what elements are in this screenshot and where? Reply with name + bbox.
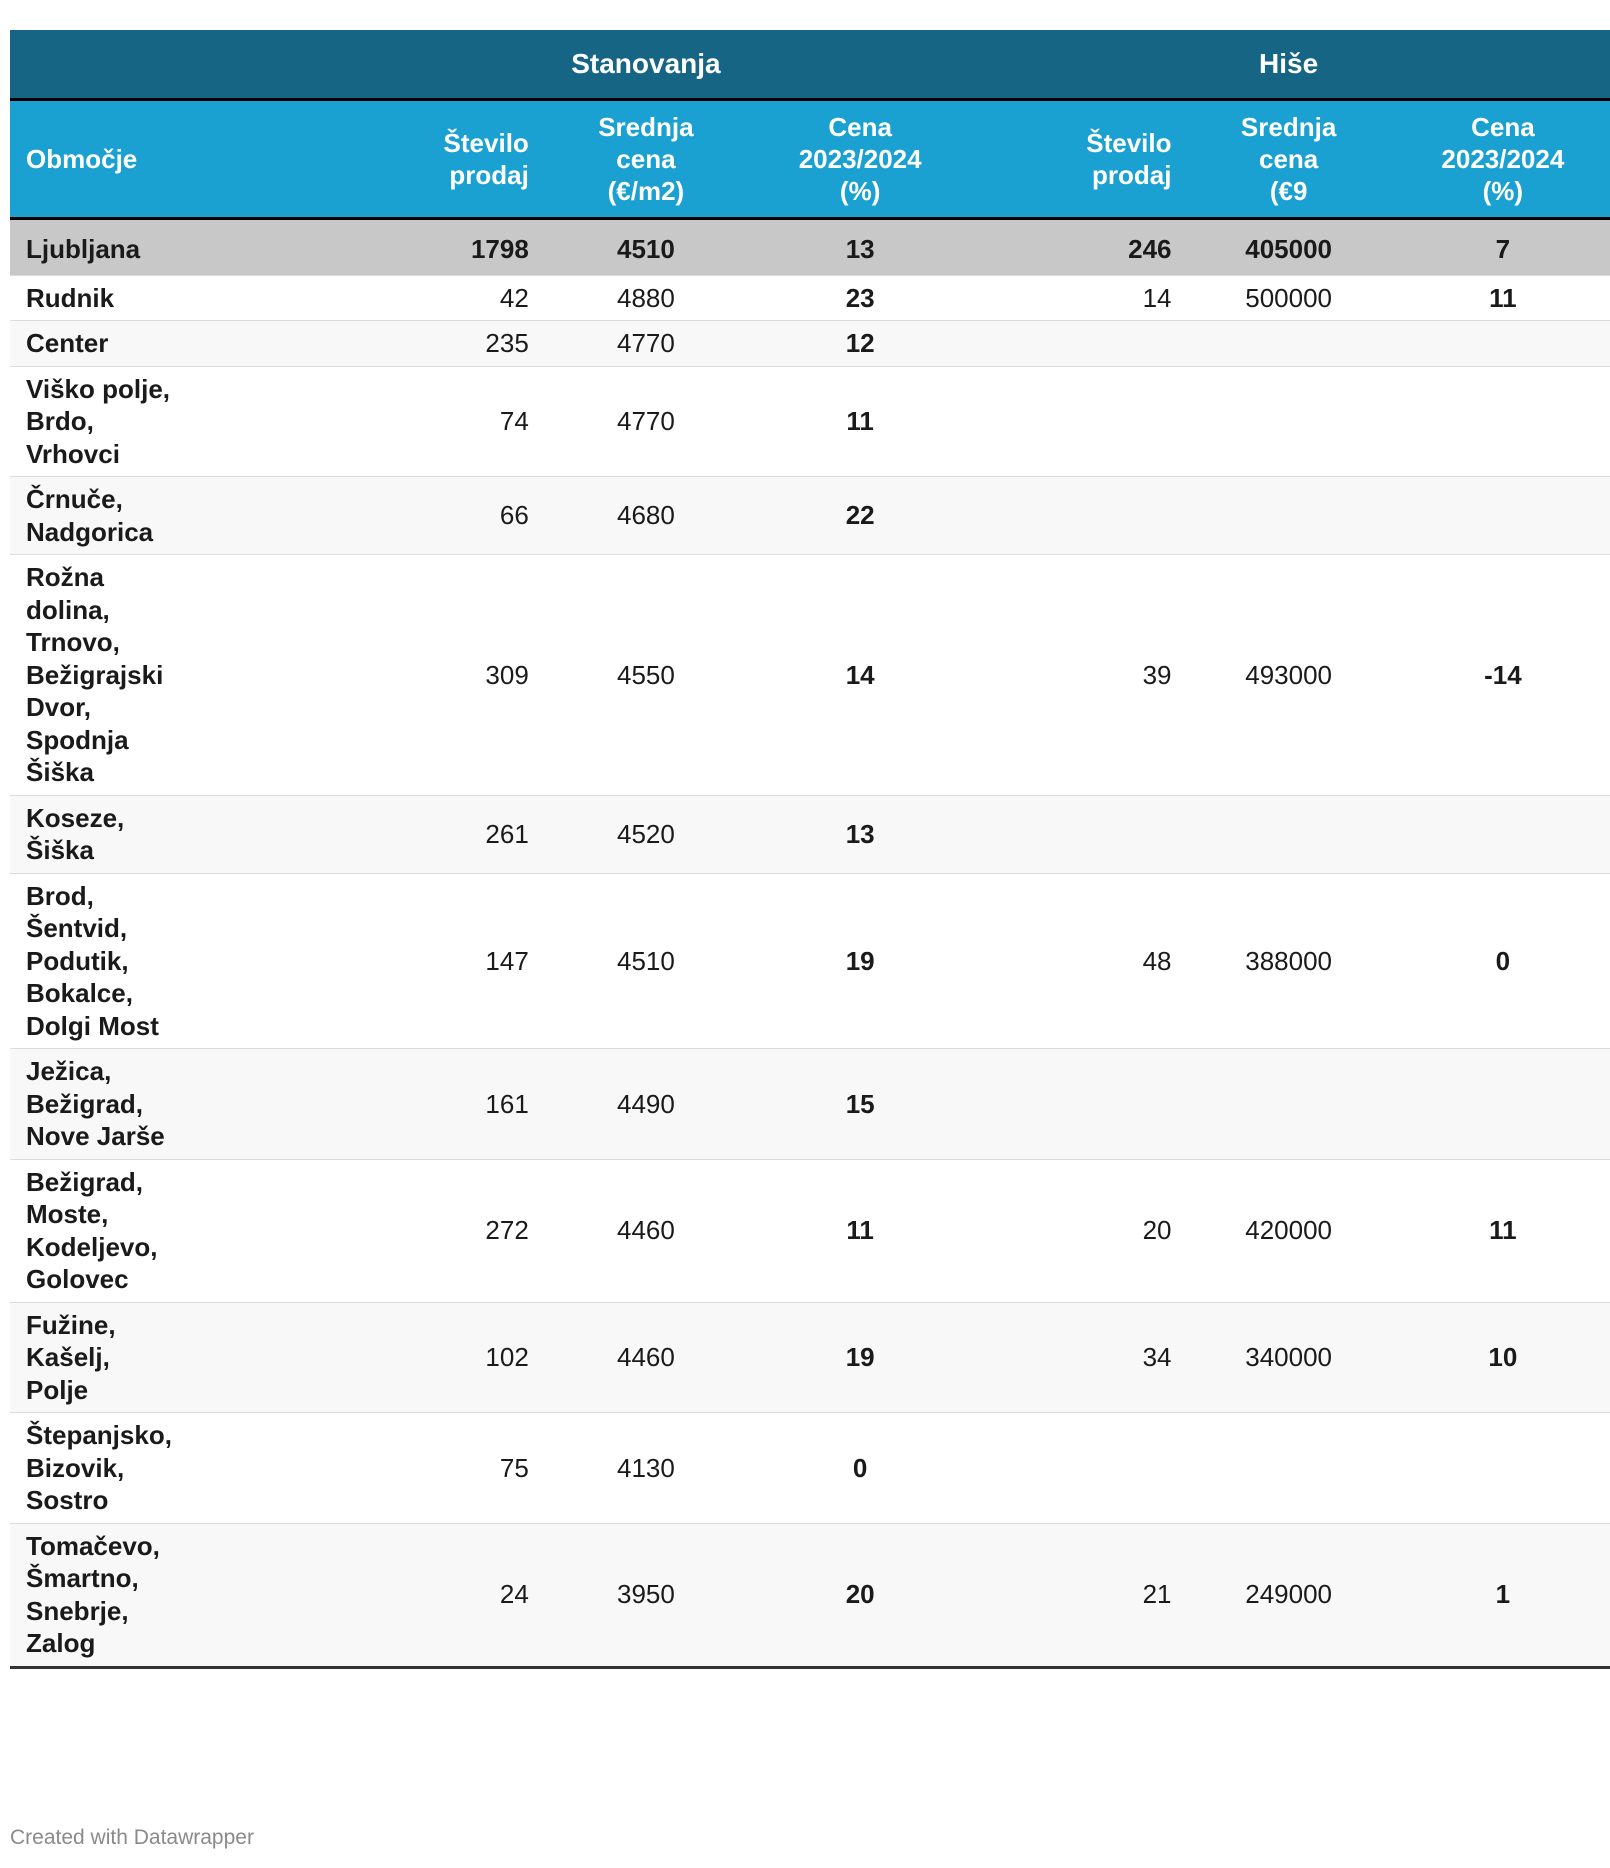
table-row bbox=[10, 1413, 1610, 1524]
table-viewport[interactable] bbox=[10, 30, 1565, 1790]
cell-s_cnt: 102 bbox=[325, 1302, 539, 1413]
cell-area bbox=[10, 477, 325, 555]
cell-s_avg: 4510 bbox=[539, 873, 753, 1049]
cell-area-line: Vrhovci bbox=[26, 438, 120, 469]
group-header-stanovanja: Stanovanja bbox=[325, 30, 968, 99]
cell-s_cnt: 66 bbox=[325, 477, 539, 555]
column-header-line: (%) bbox=[839, 175, 881, 206]
table-row bbox=[10, 795, 1610, 873]
cell-area-line: Šiška bbox=[26, 757, 94, 787]
cell-h_cnt bbox=[967, 477, 1181, 555]
cell-h_avg: 405000 bbox=[1182, 218, 1396, 275]
cell-s_chg: 0 bbox=[753, 1413, 967, 1524]
cell-h_avg: 500000 bbox=[1182, 275, 1396, 321]
cell-s_chg: 14 bbox=[753, 555, 967, 796]
cell-s_avg: 4520 bbox=[539, 795, 753, 873]
cell-h_chg: 11 bbox=[1396, 1159, 1610, 1302]
cell-h_avg: 420000 bbox=[1182, 1159, 1396, 1302]
cell-s_chg: 11 bbox=[753, 1159, 967, 1302]
cell-s_chg: 13 bbox=[753, 218, 967, 275]
column-header-line: 2023/2024 bbox=[798, 143, 922, 174]
cell-s_avg: 4460 bbox=[539, 1302, 753, 1413]
cell-h_avg: 340000 bbox=[1182, 1302, 1396, 1413]
cell-s_chg: 22 bbox=[753, 477, 967, 555]
cell-area-line: Nove Jarše bbox=[26, 1121, 165, 1151]
column-header-row bbox=[10, 99, 1610, 218]
table-row bbox=[10, 321, 1610, 367]
cell-area-line: Trnovo, bbox=[26, 627, 120, 657]
cell-s_avg: 4770 bbox=[539, 321, 753, 367]
cell-s_cnt: 161 bbox=[325, 1049, 539, 1160]
table-row bbox=[10, 477, 1610, 555]
cell-area-line: Brod, bbox=[26, 880, 94, 911]
cell-s_chg: 15 bbox=[753, 1049, 967, 1160]
cell-s_avg: 4550 bbox=[539, 555, 753, 796]
cell-h_cnt: 34 bbox=[967, 1302, 1181, 1413]
cell-area-line: Dvor, bbox=[26, 692, 92, 722]
column-header-line: Cena bbox=[828, 111, 892, 142]
column-header-line: Število bbox=[1086, 127, 1172, 158]
cell-area-line: Bizovik, bbox=[26, 1452, 125, 1483]
cell-h_avg: 249000 bbox=[1182, 1523, 1396, 1667]
cell-s_avg: 4880 bbox=[539, 275, 753, 321]
cell-area-line: Center bbox=[26, 328, 109, 358]
column-header-line: 2023/2024 bbox=[1441, 143, 1565, 174]
cell-area-line: Brdo, bbox=[26, 406, 94, 436]
cell-area-line: Bokalce, bbox=[26, 978, 133, 1008]
cell-s_avg: 4510 bbox=[539, 218, 753, 275]
cell-area-line: Tomačevo, bbox=[26, 1530, 160, 1561]
table-row bbox=[10, 366, 1610, 477]
table-row bbox=[10, 1523, 1610, 1667]
cell-s_cnt: 261 bbox=[325, 795, 539, 873]
cell-area bbox=[10, 1049, 325, 1160]
column-header-line: prodaj bbox=[1092, 159, 1172, 190]
cell-area-line: Bežigrad, bbox=[26, 1166, 144, 1197]
cell-area-line: Fužine, bbox=[26, 1309, 116, 1340]
cell-area-line: Rudnik bbox=[26, 282, 115, 313]
cell-area-line: Koseze, bbox=[26, 802, 125, 833]
cell-h_chg bbox=[1396, 321, 1610, 367]
column-header-line: cena bbox=[616, 143, 676, 174]
cell-s_avg: 3950 bbox=[539, 1523, 753, 1667]
table-row bbox=[10, 1159, 1610, 1302]
column-header-s_avg[interactable] bbox=[539, 99, 753, 218]
cell-h_chg: 7 bbox=[1396, 218, 1610, 275]
cell-h_chg bbox=[1396, 1413, 1610, 1524]
column-header-s_chg[interactable] bbox=[753, 99, 967, 218]
cell-s_cnt: 235 bbox=[325, 321, 539, 367]
cell-area bbox=[10, 873, 325, 1049]
data-table bbox=[10, 30, 1610, 1669]
cell-area-line: Polje bbox=[26, 1374, 89, 1405]
column-header-line: (€/m2) bbox=[607, 175, 685, 206]
column-header-h_avg[interactable] bbox=[1182, 99, 1396, 218]
cell-s_cnt: 1798 bbox=[325, 218, 539, 275]
table-row-total bbox=[10, 218, 1610, 275]
cell-area bbox=[10, 1159, 325, 1302]
column-header-line: Srednja bbox=[1240, 111, 1337, 142]
cell-h_avg bbox=[1182, 477, 1396, 555]
cell-h_cnt bbox=[967, 366, 1181, 477]
cell-h_cnt: 21 bbox=[967, 1523, 1181, 1667]
cell-h_chg: 0 bbox=[1396, 873, 1610, 1049]
cell-area-line: Dolgi Most bbox=[26, 1010, 159, 1041]
cell-area-line: Ježica, bbox=[26, 1056, 112, 1086]
column-header-line: Srednja bbox=[598, 111, 694, 142]
cell-h_chg bbox=[1396, 795, 1610, 873]
cell-s_chg: 12 bbox=[753, 321, 967, 367]
cell-h_chg bbox=[1396, 1049, 1610, 1160]
cell-h_avg: 388000 bbox=[1182, 873, 1396, 1049]
cell-h_avg bbox=[1182, 1413, 1396, 1524]
cell-area bbox=[10, 366, 325, 477]
table-body bbox=[10, 218, 1610, 1667]
cell-s_avg: 4130 bbox=[539, 1413, 753, 1524]
column-group-header-row bbox=[10, 30, 1610, 99]
column-header-line: prodaj bbox=[449, 159, 529, 190]
cell-area-line: Štepanjsko, bbox=[26, 1420, 172, 1450]
cell-area bbox=[10, 321, 325, 367]
column-header-area[interactable] bbox=[10, 99, 325, 218]
cell-area bbox=[10, 1523, 325, 1667]
column-header-h_chg[interactable] bbox=[1396, 99, 1610, 218]
cell-h_cnt: 39 bbox=[967, 555, 1181, 796]
cell-area-line: Šmartno, bbox=[26, 1563, 139, 1593]
cell-area-line: Bežigrajski bbox=[26, 659, 164, 690]
cell-s_chg: 19 bbox=[753, 1302, 967, 1413]
cell-area-line: Rožna bbox=[26, 562, 104, 592]
cell-h_chg bbox=[1396, 366, 1610, 477]
cell-area-line: Kašelj, bbox=[26, 1342, 110, 1372]
column-header-line: (%) bbox=[1482, 175, 1524, 206]
cell-area-line: Črnuče, bbox=[26, 484, 123, 514]
table-row bbox=[10, 1302, 1610, 1413]
cell-s_cnt: 24 bbox=[325, 1523, 539, 1667]
cell-area bbox=[10, 1302, 325, 1413]
cell-h_cnt bbox=[967, 1049, 1181, 1160]
cell-s_avg: 4770 bbox=[539, 366, 753, 477]
column-header-h_cnt[interactable] bbox=[967, 99, 1181, 218]
cell-s_cnt: 74 bbox=[325, 366, 539, 477]
cell-h_avg bbox=[1182, 795, 1396, 873]
cell-h_chg: -14 bbox=[1396, 555, 1610, 796]
group-header-hise: Hiše bbox=[967, 30, 1610, 99]
column-header-line: cena bbox=[1258, 143, 1319, 174]
cell-h_cnt: 20 bbox=[967, 1159, 1181, 1302]
cell-s_chg: 19 bbox=[753, 873, 967, 1049]
cell-area bbox=[10, 1413, 325, 1524]
column-header-line: Območje bbox=[26, 143, 138, 174]
cell-area-line: Nadgorica bbox=[26, 516, 154, 547]
cell-h_avg bbox=[1182, 1049, 1396, 1160]
cell-area-line: Moste, bbox=[26, 1199, 109, 1229]
cell-area-line: Golovec bbox=[26, 1264, 129, 1294]
cell-area-line: dolina, bbox=[26, 594, 110, 625]
cell-s_avg: 4490 bbox=[539, 1049, 753, 1160]
cell-h_chg: 1 bbox=[1396, 1523, 1610, 1667]
cell-area-line: Sostro bbox=[26, 1485, 109, 1515]
cell-s_chg: 13 bbox=[753, 795, 967, 873]
cell-h_cnt: 48 bbox=[967, 873, 1181, 1049]
table-row bbox=[10, 873, 1610, 1049]
cell-area-line: Ljubljana bbox=[26, 233, 141, 264]
cell-area-line: Spodnja bbox=[26, 724, 129, 755]
cell-s_cnt: 75 bbox=[325, 1413, 539, 1524]
cell-h_avg bbox=[1182, 366, 1396, 477]
cell-s_cnt: 272 bbox=[325, 1159, 539, 1302]
cell-s_cnt: 42 bbox=[325, 275, 539, 321]
cell-area-line: Šiška bbox=[26, 835, 94, 865]
cell-h_cnt bbox=[967, 795, 1181, 873]
cell-area-line: Šentvid, bbox=[26, 913, 128, 943]
cell-s_chg: 20 bbox=[753, 1523, 967, 1667]
cell-area-line: Podutik, bbox=[26, 945, 129, 976]
cell-h_chg bbox=[1396, 477, 1610, 555]
table-row bbox=[10, 1049, 1610, 1160]
cell-area-line: Bežigrad, bbox=[26, 1088, 144, 1119]
cell-area bbox=[10, 795, 325, 873]
group-header-empty bbox=[10, 30, 325, 99]
cell-s_chg: 11 bbox=[753, 366, 967, 477]
cell-area bbox=[10, 275, 325, 321]
cell-s_avg: 4460 bbox=[539, 1159, 753, 1302]
cell-h_avg: 493000 bbox=[1182, 555, 1396, 796]
cell-h_chg: 11 bbox=[1396, 275, 1610, 321]
table-row bbox=[10, 555, 1610, 796]
column-header-s_cnt[interactable] bbox=[325, 99, 539, 218]
cell-area bbox=[10, 555, 325, 796]
column-header-line: (€9 bbox=[1269, 175, 1308, 206]
cell-area-line: Viško polje, bbox=[26, 373, 171, 404]
cell-h_cnt: 246 bbox=[967, 218, 1181, 275]
cell-s_chg: 23 bbox=[753, 275, 967, 321]
cell-s_avg: 4680 bbox=[539, 477, 753, 555]
cell-h_cnt: 14 bbox=[967, 275, 1181, 321]
cell-area-line: Zalog bbox=[26, 1628, 96, 1658]
cell-area-line: Snebrje, bbox=[26, 1595, 129, 1626]
footer-credit: Created with Datawrapper bbox=[10, 1826, 254, 1849]
cell-area-line: Kodeljevo, bbox=[26, 1231, 158, 1262]
table-row bbox=[10, 275, 1610, 321]
column-header-line: Cena bbox=[1471, 111, 1535, 142]
cell-h_cnt bbox=[967, 1413, 1181, 1524]
cell-s_cnt: 147 bbox=[325, 873, 539, 1049]
cell-s_cnt: 309 bbox=[325, 555, 539, 796]
cell-h_chg: 10 bbox=[1396, 1302, 1610, 1413]
cell-h_avg bbox=[1182, 321, 1396, 367]
column-header-line: Število bbox=[443, 127, 529, 158]
cell-h_cnt bbox=[967, 321, 1181, 367]
cell-area bbox=[10, 218, 325, 275]
